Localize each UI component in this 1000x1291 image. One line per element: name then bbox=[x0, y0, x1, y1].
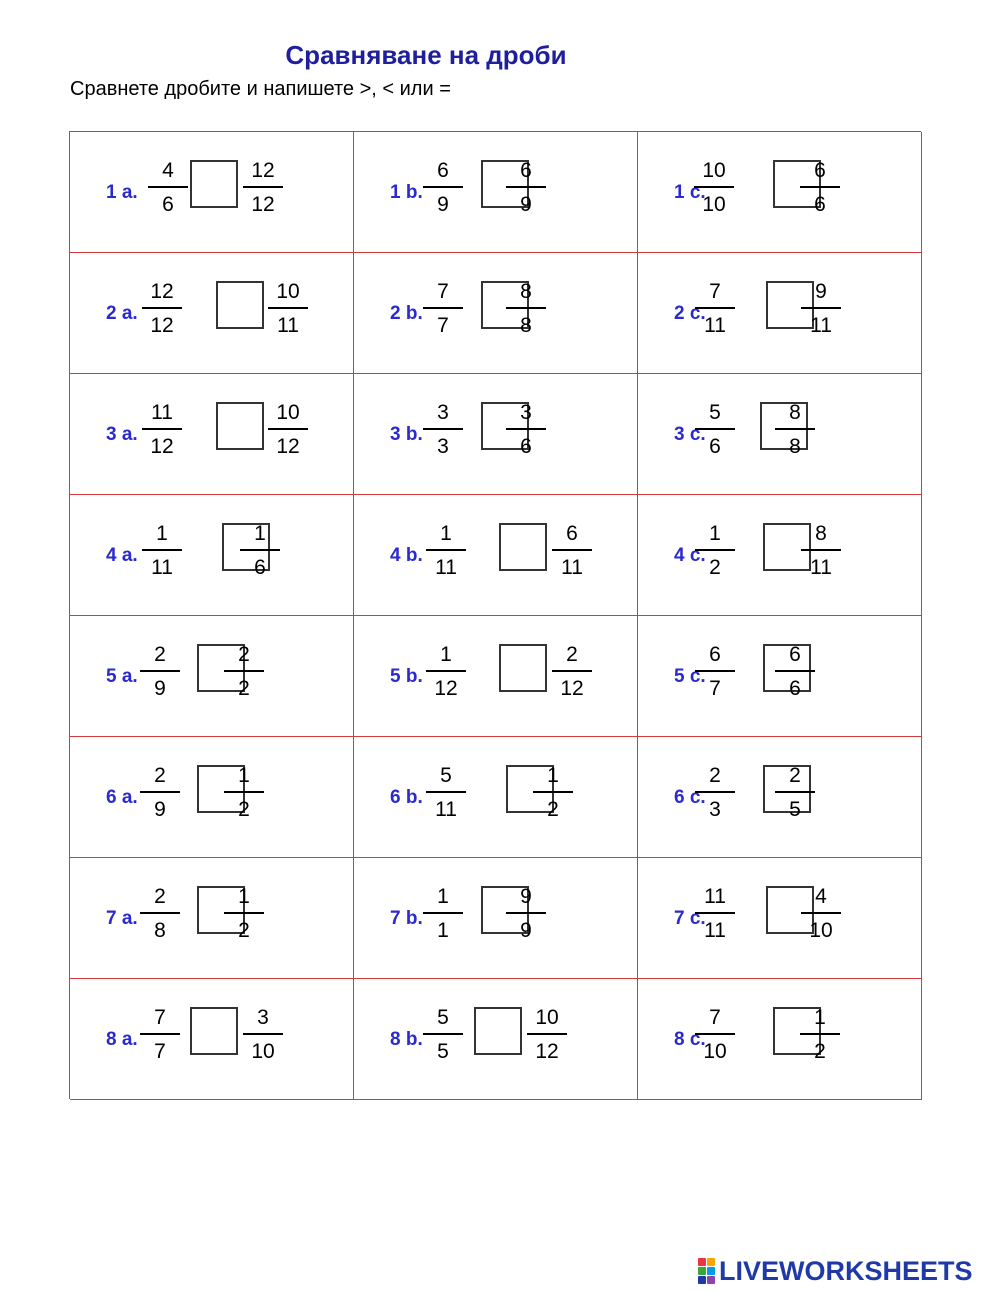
right-fraction bbox=[533, 765, 573, 821]
exercise-label: 7 c. bbox=[674, 908, 706, 929]
exercise-cell bbox=[354, 374, 638, 495]
right-fraction bbox=[800, 1007, 840, 1063]
fraction-denominator: 7 bbox=[154, 1040, 166, 1063]
fraction-denominator: 10 bbox=[809, 919, 833, 942]
fraction-denominator: 2 bbox=[709, 556, 721, 579]
answer-box[interactable] bbox=[474, 1007, 522, 1055]
fraction-numerator: 10 bbox=[535, 1006, 559, 1029]
fraction-numerator: 3 bbox=[437, 401, 449, 424]
fraction-numerator: 7 bbox=[709, 280, 721, 303]
exercise-label: 2 a. bbox=[106, 303, 138, 324]
fraction-denominator: 7 bbox=[709, 677, 721, 700]
fraction-denominator: 2 bbox=[547, 798, 559, 821]
left-fraction bbox=[142, 523, 182, 579]
fraction-denominator: 9 bbox=[520, 919, 532, 942]
left-fraction bbox=[695, 523, 735, 579]
fraction-numerator: 4 bbox=[815, 885, 827, 908]
exercise-label: 5 c. bbox=[674, 666, 706, 687]
answer-box[interactable] bbox=[216, 281, 264, 329]
fraction-denominator: 2 bbox=[238, 919, 250, 942]
fraction-denominator: 9 bbox=[154, 677, 166, 700]
fraction-denominator: 12 bbox=[150, 435, 174, 458]
right-fraction bbox=[268, 281, 308, 337]
left-fraction bbox=[423, 886, 463, 942]
right-fraction bbox=[268, 402, 308, 458]
fraction-denominator: 11 bbox=[151, 556, 173, 579]
fraction-numerator: 2 bbox=[789, 764, 801, 787]
fraction-denominator: 5 bbox=[789, 798, 801, 821]
fraction-denominator: 6 bbox=[789, 677, 801, 700]
left-fraction bbox=[423, 402, 463, 458]
left-fraction bbox=[695, 1007, 735, 1063]
exercise-cell bbox=[638, 132, 922, 253]
logo-square bbox=[698, 1276, 706, 1284]
exercise-label: 6 a. bbox=[106, 787, 138, 808]
logo-square bbox=[707, 1276, 715, 1284]
fraction-numerator: 12 bbox=[251, 159, 275, 182]
fraction-numerator: 5 bbox=[440, 764, 452, 787]
exercise-cell bbox=[354, 737, 638, 858]
left-fraction bbox=[140, 1007, 180, 1063]
fraction-numerator: 3 bbox=[520, 401, 532, 424]
left-fraction bbox=[694, 160, 734, 216]
fraction-numerator: 5 bbox=[709, 401, 721, 424]
exercise-label: 1 b. bbox=[390, 182, 423, 203]
fraction-numerator: 6 bbox=[814, 159, 826, 182]
left-fraction bbox=[142, 402, 182, 458]
right-fraction bbox=[506, 281, 546, 337]
exercise-cell bbox=[638, 737, 922, 858]
exercise-label: 4 a. bbox=[106, 545, 138, 566]
fraction-numerator: 1 bbox=[547, 764, 559, 787]
answer-box[interactable] bbox=[499, 644, 547, 692]
right-fraction bbox=[243, 160, 283, 216]
answer-box[interactable] bbox=[190, 160, 238, 208]
fraction-numerator: 1 bbox=[156, 522, 168, 545]
exercise-label: 1 a. bbox=[106, 182, 138, 203]
fraction-numerator: 1 bbox=[437, 885, 449, 908]
exercise-cell bbox=[70, 374, 354, 495]
fraction-denominator: 11 bbox=[435, 556, 457, 579]
worksheet-title: Сравняване на дроби bbox=[285, 40, 567, 70]
right-fraction bbox=[224, 644, 264, 700]
left-fraction bbox=[140, 886, 180, 942]
exercise-cell bbox=[70, 132, 354, 253]
fraction-numerator: 2 bbox=[154, 764, 166, 787]
exercise-cell bbox=[638, 616, 922, 737]
fraction-denominator: 3 bbox=[709, 798, 721, 821]
fraction-denominator: 11 bbox=[435, 798, 457, 821]
right-fraction bbox=[224, 765, 264, 821]
fraction-numerator: 2 bbox=[154, 885, 166, 908]
left-fraction bbox=[423, 160, 463, 216]
fraction-numerator: 8 bbox=[520, 280, 532, 303]
exercise-label: 2 c. bbox=[674, 303, 706, 324]
fraction-denominator: 10 bbox=[703, 1040, 727, 1063]
exercise-cell bbox=[638, 495, 922, 616]
right-fraction bbox=[801, 523, 841, 579]
fraction-numerator: 1 bbox=[440, 522, 452, 545]
logo-square bbox=[707, 1267, 715, 1275]
fraction-denominator: 8 bbox=[154, 919, 166, 942]
fraction-numerator: 1 bbox=[709, 522, 721, 545]
fraction-denominator: 12 bbox=[276, 435, 300, 458]
exercise-cell bbox=[354, 979, 638, 1100]
fraction-denominator: 9 bbox=[154, 798, 166, 821]
fraction-numerator: 1 bbox=[238, 885, 250, 908]
exercise-label: 6 c. bbox=[674, 787, 706, 808]
right-fraction bbox=[801, 886, 841, 942]
fraction-numerator: 2 bbox=[238, 643, 250, 666]
fraction-numerator: 2 bbox=[154, 643, 166, 666]
exercise-label: 4 c. bbox=[674, 545, 706, 566]
fraction-numerator: 10 bbox=[276, 280, 300, 303]
fraction-numerator: 7 bbox=[709, 1006, 721, 1029]
exercise-label: 7 a. bbox=[106, 908, 138, 929]
fraction-denominator: 2 bbox=[238, 798, 250, 821]
right-fraction bbox=[240, 523, 280, 579]
exercise-cell bbox=[354, 253, 638, 374]
fraction-denominator: 9 bbox=[520, 193, 532, 216]
exercise-cell bbox=[638, 374, 922, 495]
exercise-label: 3 b. bbox=[390, 424, 423, 445]
fraction-numerator: 10 bbox=[276, 401, 300, 424]
left-fraction bbox=[426, 765, 466, 821]
exercise-cell bbox=[70, 979, 354, 1100]
logo-square bbox=[698, 1267, 706, 1275]
fraction-denominator: 1 bbox=[437, 919, 449, 942]
fraction-numerator: 2 bbox=[709, 764, 721, 787]
instruction-text: Сравнете дробите и напишете >, < или = bbox=[70, 78, 451, 100]
fraction-denominator: 11 bbox=[810, 556, 832, 579]
right-fraction bbox=[527, 1007, 567, 1063]
fraction-numerator: 5 bbox=[437, 1006, 449, 1029]
fraction-numerator: 8 bbox=[789, 401, 801, 424]
fraction-denominator: 12 bbox=[251, 193, 275, 216]
exercise-cell bbox=[354, 616, 638, 737]
fraction-denominator: 6 bbox=[254, 556, 266, 579]
right-fraction bbox=[775, 644, 815, 700]
exercise-label: 3 a. bbox=[106, 424, 138, 445]
fraction-numerator: 3 bbox=[257, 1006, 269, 1029]
fraction-numerator: 11 bbox=[704, 885, 726, 908]
exercise-label: 6 b. bbox=[390, 787, 423, 808]
fraction-denominator: 5 bbox=[437, 1040, 449, 1063]
fraction-numerator: 1 bbox=[238, 764, 250, 787]
fraction-numerator: 4 bbox=[162, 159, 174, 182]
fraction-denominator: 6 bbox=[520, 435, 532, 458]
exercise-label: 8 c. bbox=[674, 1029, 706, 1050]
fraction-denominator: 12 bbox=[560, 677, 584, 700]
fraction-numerator: 6 bbox=[566, 522, 578, 545]
exercise-label: 1 c. bbox=[674, 182, 706, 203]
left-fraction bbox=[426, 644, 466, 700]
left-fraction bbox=[695, 281, 735, 337]
exercise-label: 5 b. bbox=[390, 666, 423, 687]
right-fraction bbox=[552, 644, 592, 700]
answer-box[interactable] bbox=[499, 523, 547, 571]
exercise-label: 7 b. bbox=[390, 908, 423, 929]
fraction-denominator: 11 bbox=[277, 314, 299, 337]
fraction-denominator: 10 bbox=[702, 193, 726, 216]
left-fraction bbox=[695, 765, 735, 821]
exercise-label: 5 a. bbox=[106, 666, 138, 687]
fraction-numerator: 6 bbox=[789, 643, 801, 666]
fraction-numerator: 1 bbox=[814, 1006, 826, 1029]
right-fraction bbox=[801, 281, 841, 337]
fraction-numerator: 2 bbox=[566, 643, 578, 666]
fraction-denominator: 2 bbox=[238, 677, 250, 700]
exercise-cell bbox=[70, 616, 354, 737]
fraction-denominator: 12 bbox=[535, 1040, 559, 1063]
logo-square bbox=[698, 1258, 706, 1266]
left-fraction bbox=[148, 160, 188, 216]
exercise-cell bbox=[70, 737, 354, 858]
exercise-cell bbox=[638, 858, 922, 979]
fraction-numerator: 7 bbox=[154, 1006, 166, 1029]
fraction-numerator: 8 bbox=[815, 522, 827, 545]
right-fraction bbox=[506, 402, 546, 458]
fraction-denominator: 9 bbox=[437, 193, 449, 216]
fraction-numerator: 11 bbox=[151, 401, 173, 424]
fraction-denominator: 6 bbox=[162, 193, 174, 216]
exercise-grid bbox=[69, 131, 921, 1099]
fraction-denominator: 8 bbox=[789, 435, 801, 458]
fraction-denominator: 11 bbox=[704, 919, 726, 942]
fraction-numerator: 6 bbox=[709, 643, 721, 666]
exercise-cell bbox=[638, 979, 922, 1100]
fraction-numerator: 1 bbox=[254, 522, 266, 545]
fraction-denominator: 10 bbox=[251, 1040, 275, 1063]
exercise-label: 3 c. bbox=[674, 424, 706, 445]
exercise-cell bbox=[638, 253, 922, 374]
liveworksheets-logo bbox=[698, 1255, 973, 1287]
exercise-label: 4 b. bbox=[390, 545, 423, 566]
right-fraction bbox=[224, 886, 264, 942]
fraction-numerator: 12 bbox=[150, 280, 174, 303]
right-fraction bbox=[506, 886, 546, 942]
fraction-denominator: 2 bbox=[814, 1040, 826, 1063]
answer-box[interactable] bbox=[190, 1007, 238, 1055]
fraction-denominator: 8 bbox=[520, 314, 532, 337]
fraction-denominator: 11 bbox=[561, 556, 583, 579]
exercise-cell bbox=[70, 858, 354, 979]
exercise-label: 8 b. bbox=[390, 1029, 423, 1050]
left-fraction bbox=[423, 281, 463, 337]
fraction-denominator: 11 bbox=[704, 314, 726, 337]
exercise-label: 2 b. bbox=[390, 303, 423, 324]
fraction-numerator: 7 bbox=[437, 280, 449, 303]
exercise-cell bbox=[70, 253, 354, 374]
left-fraction bbox=[142, 281, 182, 337]
right-fraction bbox=[506, 160, 546, 216]
exercise-label: 8 a. bbox=[106, 1029, 138, 1050]
left-fraction bbox=[695, 644, 735, 700]
right-fraction bbox=[243, 1007, 283, 1063]
fraction-numerator: 9 bbox=[520, 885, 532, 908]
fraction-denominator: 6 bbox=[814, 193, 826, 216]
left-fraction bbox=[695, 402, 735, 458]
fraction-numerator: 10 bbox=[702, 159, 726, 182]
fraction-numerator: 6 bbox=[520, 159, 532, 182]
left-fraction bbox=[140, 765, 180, 821]
logo-square bbox=[707, 1258, 715, 1266]
fraction-denominator: 12 bbox=[150, 314, 174, 337]
left-fraction bbox=[140, 644, 180, 700]
exercise-cell bbox=[354, 495, 638, 616]
fraction-denominator: 12 bbox=[434, 677, 458, 700]
exercise-cell bbox=[354, 858, 638, 979]
right-fraction bbox=[800, 160, 840, 216]
fraction-numerator: 1 bbox=[440, 643, 452, 666]
left-fraction bbox=[423, 1007, 463, 1063]
logo-text: LIVEWORKSHEETS bbox=[719, 1255, 973, 1286]
fraction-denominator: 6 bbox=[709, 435, 721, 458]
exercise-cell bbox=[354, 132, 638, 253]
left-fraction bbox=[695, 886, 735, 942]
fraction-denominator: 3 bbox=[437, 435, 449, 458]
right-fraction bbox=[552, 523, 592, 579]
right-fraction bbox=[775, 765, 815, 821]
left-fraction bbox=[426, 523, 466, 579]
logo-mark-icon bbox=[698, 1258, 715, 1284]
fraction-numerator: 6 bbox=[437, 159, 449, 182]
right-fraction bbox=[775, 402, 815, 458]
exercise-cell bbox=[70, 495, 354, 616]
fraction-denominator: 7 bbox=[437, 314, 449, 337]
answer-box[interactable] bbox=[216, 402, 264, 450]
fraction-denominator: 11 bbox=[810, 314, 832, 337]
fraction-numerator: 9 bbox=[815, 280, 827, 303]
